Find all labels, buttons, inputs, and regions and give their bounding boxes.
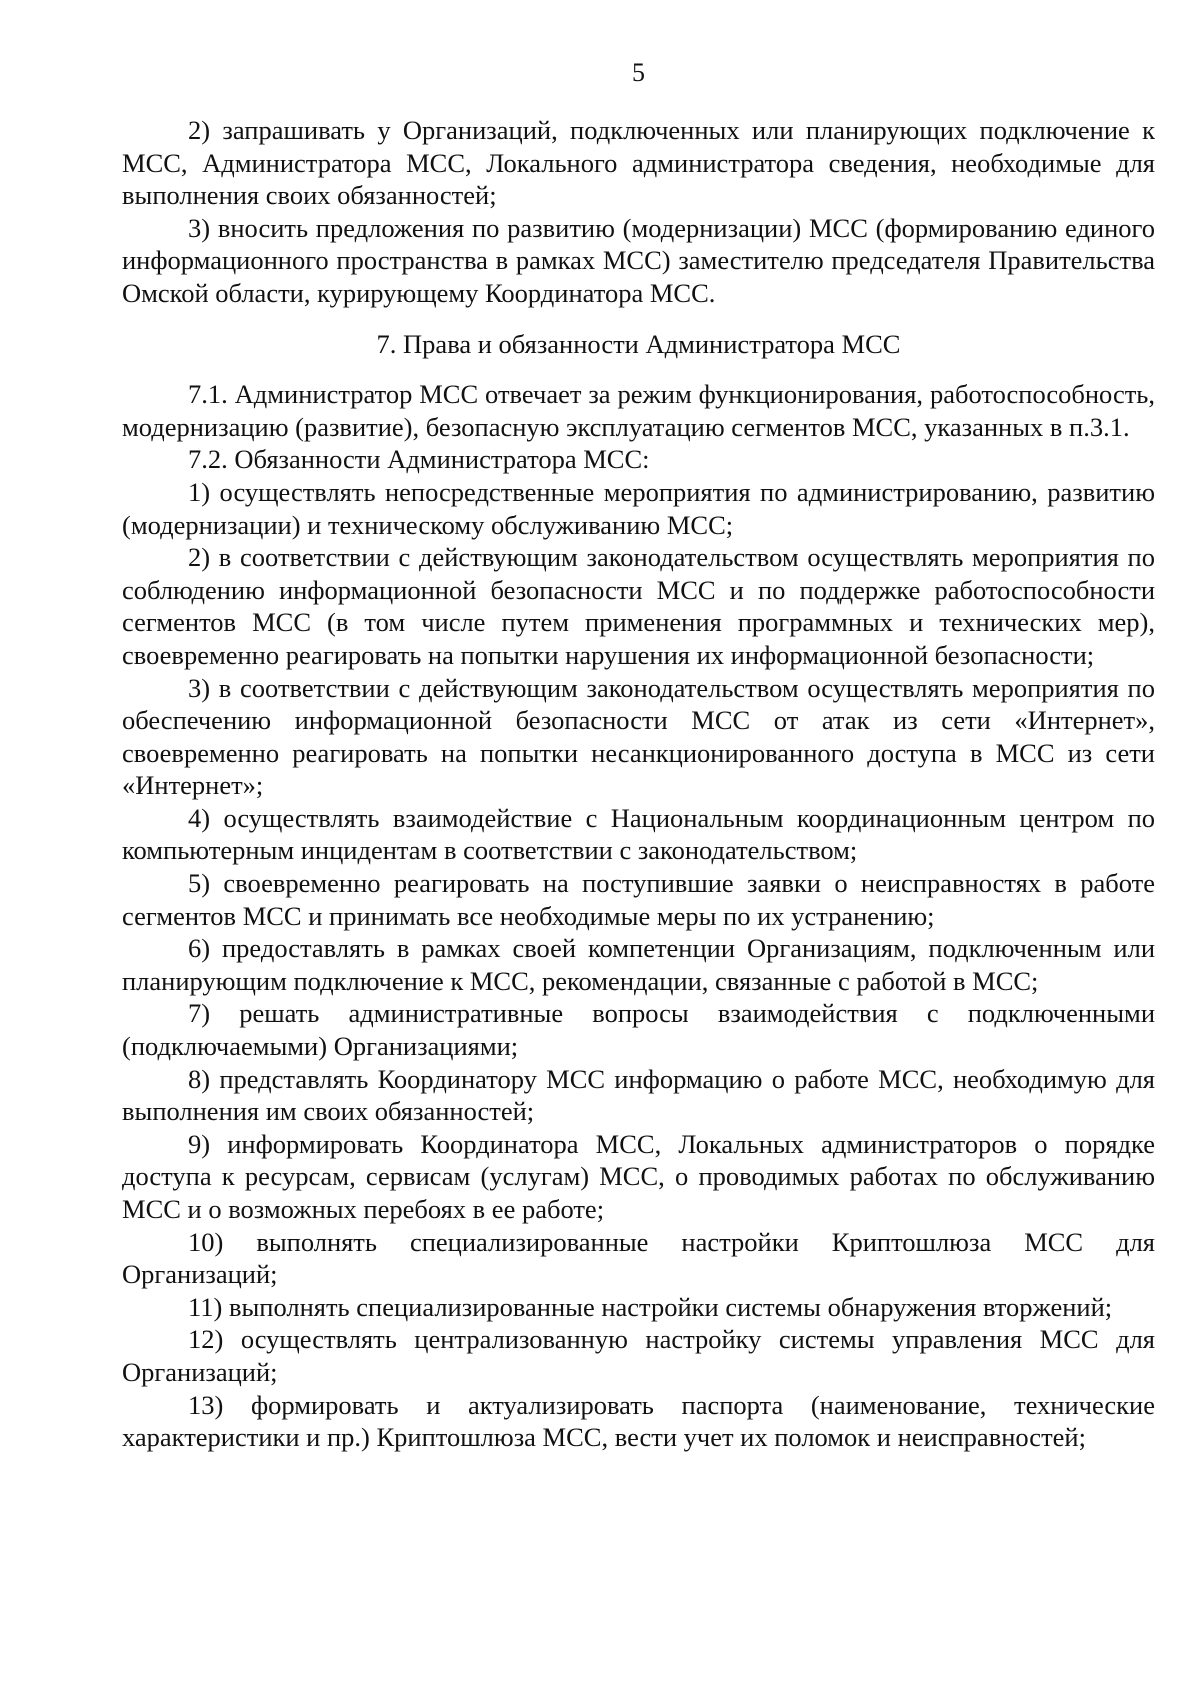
- paragraph-7-2: 7.2. Обязанности Администратора МСС:: [188, 444, 650, 475]
- duty-item-2: 2) в соответствии с действующим законодательством осуществлять мероприятия по соблюдению информационной безопасности МСС и по поддержке работоспособности сегментов МСС (в том числе путем применения программных и технических мер), своевременно реагировать на попытки нарушения их информационной безопасности;: [122, 542, 1155, 670]
- duty-item-3: 3) в соответствии с действующим законодательством осуществлять мероприятия по обеспечению информационной безопасности МСС от атак из сети «Интернет», своевременно реагировать на попытки несанкционированного доступа в МСС из сети «Интернет»;: [122, 672, 1155, 801]
- page-number: 5: [632, 58, 645, 87]
- duty-item-4: 4) осуществлять взаимодействие с Национальным координационным центром по компьютерным инцидентам в соответствии с законодательством;: [122, 802, 1155, 866]
- duty-item-5: 5) своевременно реагировать на поступившие заявки о неисправностях в работе сегментов МСС и принимать все необходимые меры по их устранению;: [122, 868, 1155, 931]
- paragraph-7-1: 7.1. Администратор МСС отвечает за режим функционирования, работоспособность, модернизацию (развитие), безопасную эксплуатацию сегментов МСС, указанных в п.3.1.: [122, 379, 1155, 442]
- duty-item-11: 11) выполнять специализированные настройки системы обнаружения вторжений;: [188, 1291, 1113, 1322]
- duty-item-6: 6) предоставлять в рамках своей компетенции Организациям, подключенным или планирующим подключение к МСС, рекомендации, связанные с работой в МСС;: [122, 933, 1155, 996]
- duty-item-13: 13) формировать и актуализировать паспорта (наименование, технические характеристики и пр.) Криптошлюза МСС, вести учет их поломок и неисправностей;: [122, 1389, 1155, 1453]
- duty-item-7: 7) решать административные вопросы взаимодействия с подключенными (подключаемыми) Организациями;: [122, 998, 1155, 1062]
- duty-item-8: 8) представлять Координатору МСС информацию о работе МСС, необходимую для выполнения им своих обязанностей;: [122, 1063, 1155, 1127]
- paragraph-3-proposals: 3) вносить предложения по развитию (модернизации) МСС (формированию единого информационного пространства в рамках МСС) заместителю председателя Правительства Омской области, курирующему Координатора МСС.: [122, 212, 1155, 308]
- paragraph-2-request-info: 2) запрашивать у Организаций, подключенных или планирующих подключение к МСС, Администратора МСС, Локального администратора сведения, необходимые для выполнения своих обязанностей;: [122, 115, 1155, 211]
- duty-item-12: 12) осуществлять централизованную настройку системы управления МСС для Организаций;: [122, 1324, 1155, 1387]
- duty-item-9: 9) информировать Координатора МСС, Локальных администраторов о порядке доступа к ресурсам, сервисам (услугам) МСС, о проводимых работах по обслуживанию МСС и о возможных перебоях в ее работе;: [122, 1128, 1155, 1224]
- duty-item-1: 1) осуществлять непосредственные мероприятия по администрированию, развитию (модернизации) и техническому обслуживанию МСС;: [122, 476, 1155, 540]
- section-heading: 7. Права и обязанности Администратора МСС: [376, 328, 901, 359]
- document-body: [122, 114, 1155, 1454]
- duty-item-10: 10) выполнять специализированные настройки Криптошлюза МСС для Организаций;: [122, 1226, 1155, 1290]
